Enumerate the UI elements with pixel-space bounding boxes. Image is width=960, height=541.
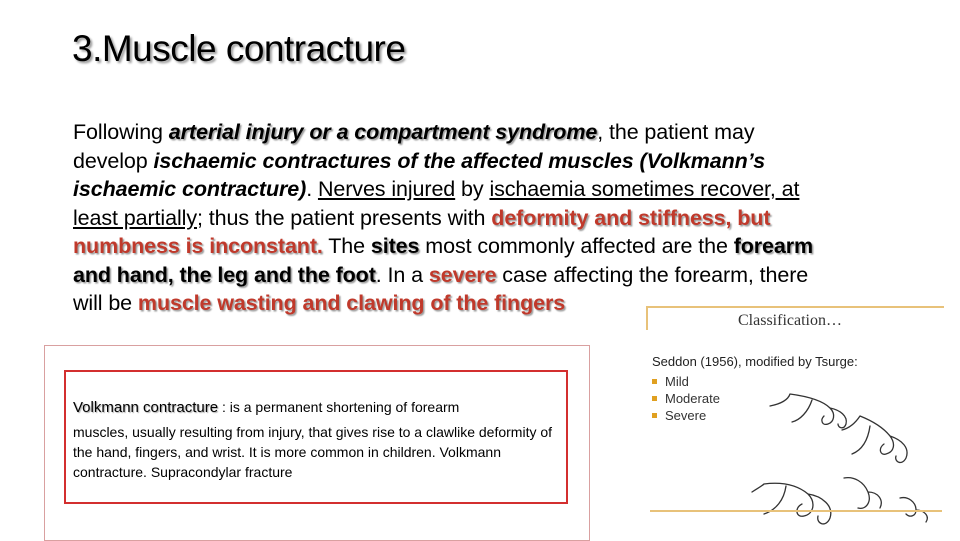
text-run: develop [73,148,154,173]
severity-list [652,373,720,424]
definition-term: Volkmann contracture [73,399,219,416]
paragraph-line-5 [73,232,953,261]
text-run: . In a [375,262,429,287]
hand-severe-drawing [844,478,881,509]
text-run: will be [73,291,138,315]
square-bullet-icon [652,379,657,384]
figure-title: Classification… [738,312,842,329]
emphasis-ischaemic-contractures: ischaemic contractures of the affected muscles (Volkmann’s [153,148,766,173]
emphasis-volkmann: ischaemic contracture) [73,177,307,201]
definition-lead: : is a permanent shortening of forearm [218,399,460,415]
hand-moderate-drawing [842,416,907,462]
highlight-muscle-wasting: muscle wasting and clawing of the fingers [137,291,566,315]
emphasis-sites: sites [370,234,420,258]
text-run: by [455,177,490,201]
severity-label: Severe [665,408,707,423]
square-bullet-icon [652,396,657,401]
underlined-recovery: ischaemia sometimes recover, at [489,177,800,201]
severity-item [652,390,720,407]
definition-text [73,397,553,482]
text-run: ; thus the patient presents with [196,205,492,230]
hand-contracture-illustration [750,386,942,536]
paragraph-line-2 [73,147,953,176]
underlined-least-partially: least partially [73,205,197,230]
figure-rule [646,306,648,330]
figure-rule [650,510,942,512]
underlined-nerves-injured: Nerves injured [317,177,456,201]
severity-item [652,407,720,424]
emphasis-forearm: forearm [733,234,814,258]
emphasis-hand-leg-foot: and hand, the leg and the foot [73,262,376,287]
text-run: Following [73,120,169,144]
figure-subtitle: Seddon (1956), modified by Tsurge: [652,354,858,369]
paragraph-line-4 [73,204,953,233]
text-run: . [306,177,318,201]
paragraph-line-1 [73,118,953,147]
emphasis-arterial-injury: arterial injury or a compartment syndrome [168,120,598,144]
text-run: The [322,234,371,258]
figure-rule [646,306,944,308]
paragraph-line-3 [73,175,953,204]
text-run: , the patient may [597,120,755,144]
classification-figure [646,306,946,540]
highlight-deformity: deformity and stiffness, but [491,205,771,230]
main-paragraph [73,118,953,318]
definition-body: muscles, usually resulting from injury, that gives rise to a clawlike deformity of the hand, fingers, and wrist. It is more common in children. Volkmann contracture. Supracondylar fracture [73,424,553,480]
severity-item [652,373,720,390]
hand-severe-drawing [752,483,831,524]
slide-title: 3.Muscle contracture [72,28,406,69]
text-run: case affecting the forearm, there [496,262,809,287]
severity-label: Mild [665,374,689,389]
text-run: most commonly affected are the [419,234,734,258]
highlight-numbness: numbness is inconstant. [73,234,323,258]
hand-mild-drawing [770,394,846,428]
severity-label: Moderate [665,391,720,406]
paragraph-line-6 [73,261,953,290]
square-bullet-icon [652,413,657,418]
highlight-severe: severe [428,262,497,287]
